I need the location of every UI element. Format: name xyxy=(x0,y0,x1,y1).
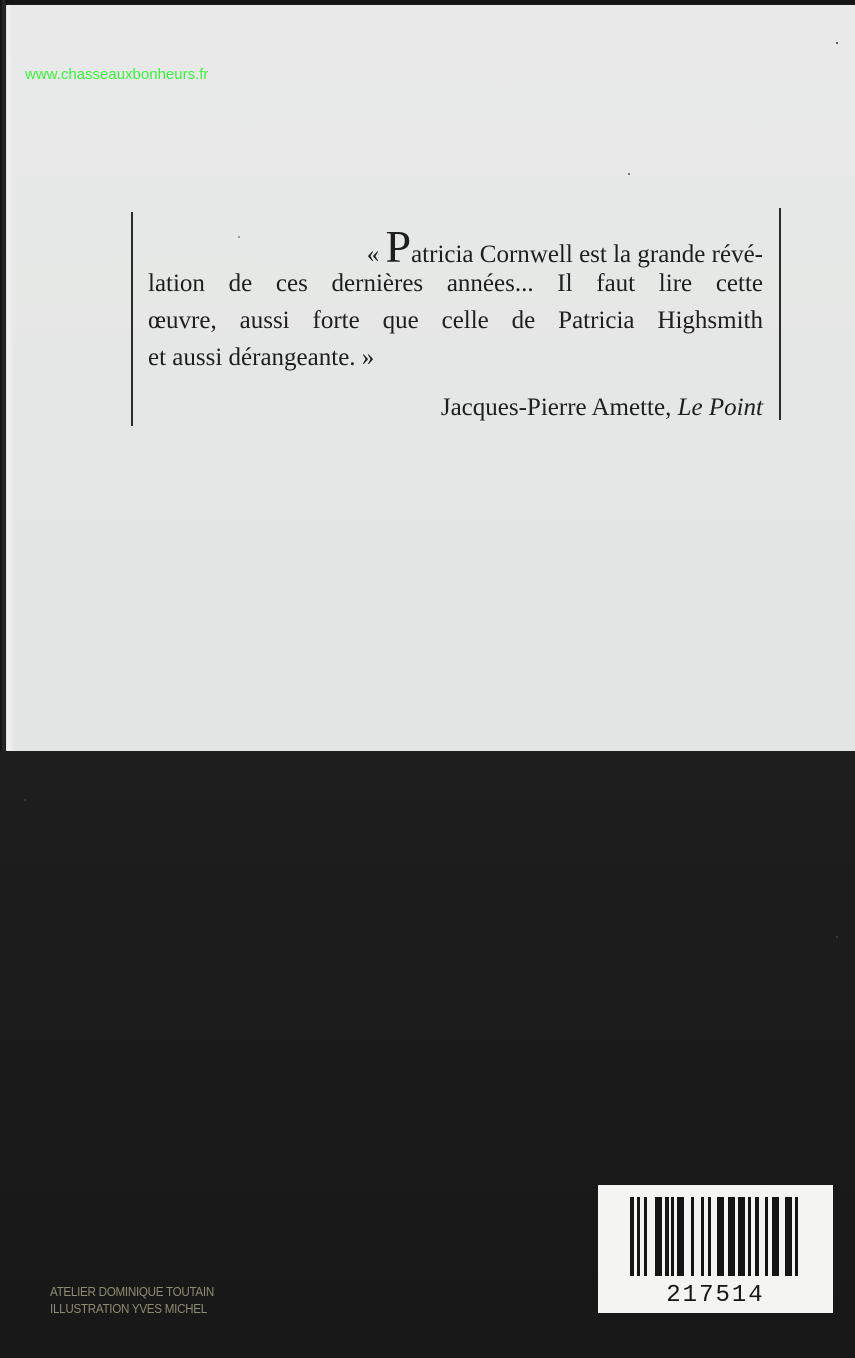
quote-attribution xyxy=(148,392,763,424)
barcode-bar xyxy=(717,1197,724,1276)
watermark-url: www.chasseauxbonheurs.fr xyxy=(25,66,209,83)
surface-speck xyxy=(24,799,26,801)
quote-right-rule xyxy=(779,208,781,420)
quote-line-4: et aussi dérangeante. » xyxy=(148,344,375,371)
barcode-bar xyxy=(665,1197,669,1276)
top-edge xyxy=(0,0,855,4)
quote-left-rule xyxy=(131,212,133,426)
opening-guillemet: « xyxy=(366,241,380,268)
barcode-bar xyxy=(772,1197,779,1276)
barcode-bar xyxy=(691,1197,694,1276)
barcode-bar xyxy=(795,1197,798,1276)
cover-credits xyxy=(50,1284,214,1318)
barcode-bar xyxy=(755,1197,759,1276)
attribution-publication: Le Point xyxy=(677,394,763,421)
surface-speck xyxy=(628,173,630,175)
drop-letter: P xyxy=(385,221,412,272)
surface-speck xyxy=(836,42,838,44)
quote-line-2: lation de ces dernières années... Il faut lire cette xyxy=(148,270,763,297)
barcode-bar xyxy=(728,1197,735,1276)
credits-illustration: ILLUSTRATION YVES MICHEL xyxy=(50,1302,207,1316)
attribution-author: Jacques-Pierre Amette, xyxy=(440,394,678,421)
quote-line-1 xyxy=(148,221,763,272)
barcode-number: 217514 xyxy=(666,1282,765,1309)
barcode-bar xyxy=(671,1197,674,1276)
barcode-bar xyxy=(644,1197,647,1276)
barcode-bar xyxy=(708,1197,711,1276)
barcode-bar xyxy=(655,1197,662,1276)
barcode-bar xyxy=(677,1197,684,1276)
barcode-bar xyxy=(785,1197,792,1276)
barcode-bar xyxy=(637,1197,640,1276)
barcode-bar xyxy=(765,1197,768,1276)
quote-line-3: œuvre, aussi forte que celle de Patricia Highsmith xyxy=(148,307,763,334)
barcode-bar xyxy=(748,1197,751,1276)
credits-design: ATELIER DOMINIQUE TOUTAIN xyxy=(50,1285,214,1299)
barcode-bar xyxy=(738,1197,745,1276)
barcode-label xyxy=(598,1185,833,1313)
quote-line-1-text: atricia Cornwell est la grande révé- xyxy=(411,241,763,268)
barcode-bar xyxy=(701,1197,704,1276)
barcode-bar xyxy=(630,1197,634,1276)
surface-speck xyxy=(836,936,838,938)
